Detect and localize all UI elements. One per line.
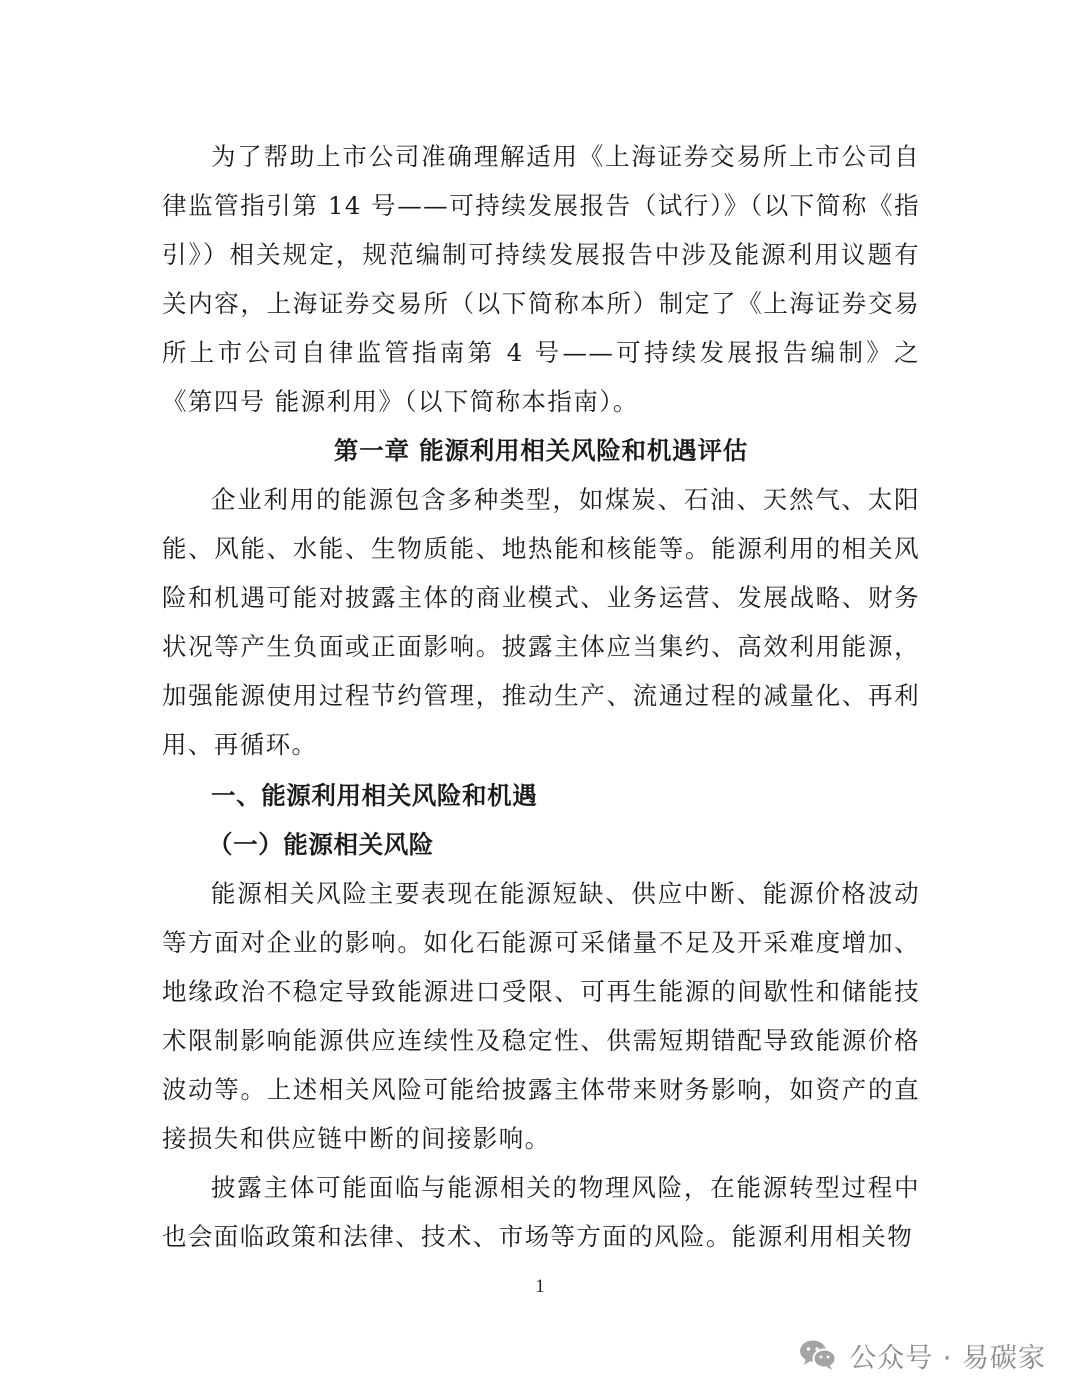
document-body xyxy=(162,132,920,1261)
section-heading: 一、能源利用相关风险和机遇 xyxy=(211,781,538,810)
subsection-heading: （一）能源相关风险 xyxy=(208,830,434,859)
page-number: 1 xyxy=(535,1276,545,1297)
physical-risk-paragraph: 披露主体可能面临与能源相关的物理风险，在能源转型过程中也会面临政策和法律、技术、市场等方面的风险。能源利用相关物 xyxy=(162,1173,920,1251)
chapter-heading: 第一章 能源利用相关风险和机遇评估 xyxy=(333,436,749,465)
wechat-icon xyxy=(799,1339,837,1371)
watermark-text: 公众号 · 易碳家 xyxy=(849,1342,1046,1374)
watermark xyxy=(799,1335,1046,1375)
energy-risk-paragraph: 能源相关风险主要表现在能源短缺、供应中断、能源价格波动等方面对企业的影响。如化石能源可采储量不足及开采难度增加、地缘政治不稳定导致能源进口受限、可再生能源的间歇性和储能技术限制影响能源供应连续性及稳定性、供需短期错配导致能源价格波动等。上述相关风险可能给披露主体带来财务影响，如资产的直接损失和供应链中断的间接影响。 xyxy=(162,879,920,1153)
intro-paragraph: 为了帮助上市公司准确理解适用《上海证券交易所上市公司自律监管指引第 14 号——可持续发展报告（试行）》（以下简称《指引》）相关规定，规范编制可持续发展报告中涉及能源利用议题有关内容，上海证券交易所（以下简称本所）制定了《上海证券交易所上市公司自律监管指南第 4 号——可持续发展报告编制》之《第四号 能源利用》（以下简称本指南）。 xyxy=(162,142,920,416)
energy-types-paragraph: 企业利用的能源包含多种类型，如煤炭、石油、天然气、太阳能、风能、水能、生物质能、地热能和核能等。能源利用的相关风险和机遇可能对披露主体的商业模式、业务运营、发展战略、财务状况等产生负面或正面影响。披露主体应当集约、高效利用能源，加强能源使用过程节约管理，推动生产、流通过程的减量化、再利用、再循环。 xyxy=(162,485,920,759)
